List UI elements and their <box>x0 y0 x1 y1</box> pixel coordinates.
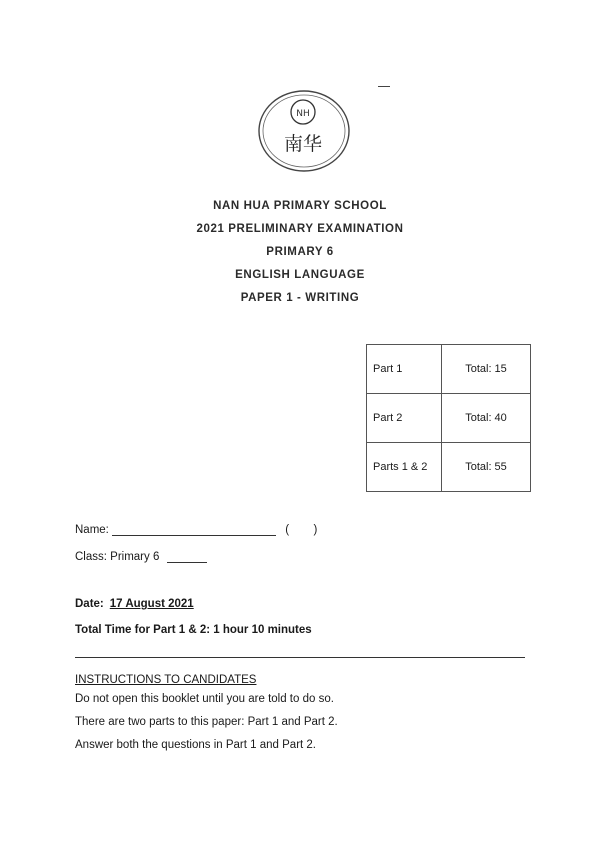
instructions-title: INSTRUCTIONS TO CANDIDATES <box>75 674 257 686</box>
name-row <box>75 524 317 536</box>
class-row <box>75 551 207 563</box>
name-label: Name: <box>75 524 109 536</box>
level: PRIMARY 6 <box>266 246 334 258</box>
score-total-label: Total: 40 <box>442 394 531 443</box>
score-part-label: Part 1 <box>367 345 442 394</box>
index-paren-open: ( <box>285 524 290 536</box>
date-value: 17 August 2021 <box>109 598 194 610</box>
index-paren-close: ) <box>313 524 318 536</box>
exam-header <box>0 198 600 313</box>
paper-title: PAPER 1 - WRITING <box>240 292 360 304</box>
score-row <box>367 394 531 443</box>
class-blank[interactable] <box>167 562 207 563</box>
exam-name: 2021 PRELIMINARY EXAMINATION <box>196 223 404 235</box>
score-row <box>367 443 531 492</box>
class-label: Class: Primary 6 <box>75 551 160 563</box>
score-row <box>367 345 531 394</box>
date-row <box>75 598 194 610</box>
section-divider <box>75 657 525 658</box>
school-name: NAN HUA PRIMARY SCHOOL <box>213 200 387 212</box>
crest-top-glyph: NH <box>296 109 310 119</box>
score-table <box>366 344 531 492</box>
instruction-item: Answer both the questions in Part 1 and Part 2. <box>75 739 317 751</box>
scan-dash-mark <box>378 86 390 87</box>
date-label: Date: <box>75 598 104 610</box>
score-part-label: Part 2 <box>367 394 442 443</box>
instruction-item: Do not open this booklet until you are told to do so. <box>75 693 334 705</box>
name-blank[interactable] <box>112 535 276 536</box>
score-part-label: Parts 1 & 2 <box>367 443 442 492</box>
crest-bottom-glyph: 南华 <box>283 133 323 155</box>
score-total-label: Total: 55 <box>442 443 531 492</box>
subject: ENGLISH LANGUAGE <box>235 269 365 281</box>
total-time: Total Time for Part 1 & 2: 1 hour 10 minutes <box>75 624 312 636</box>
school-crest-icon <box>256 88 352 174</box>
score-total-label: Total: 15 <box>442 345 531 394</box>
instruction-item: There are two parts to this paper: Part 1 and Part 2. <box>75 716 338 728</box>
